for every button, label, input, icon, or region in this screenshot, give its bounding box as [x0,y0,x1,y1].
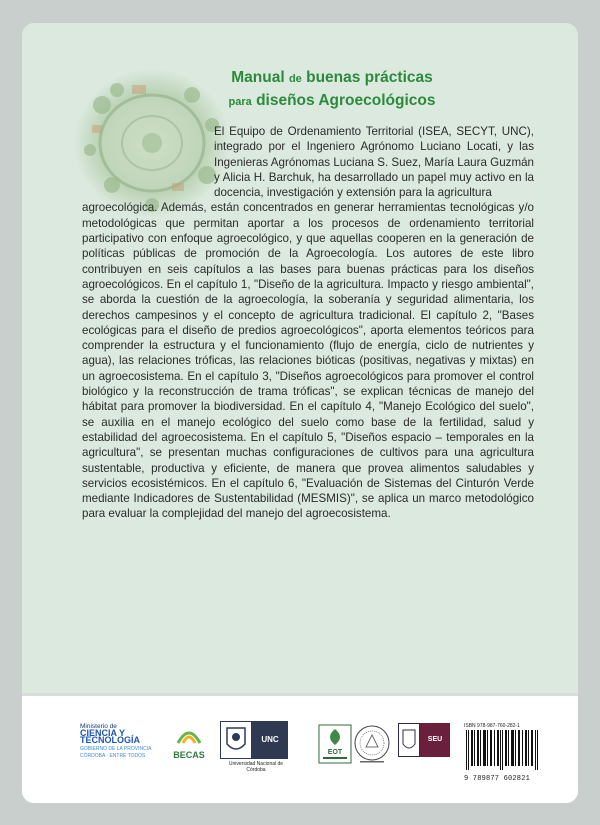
unc-label: UNC [252,721,288,759]
becas-icon [174,723,204,745]
becas-label: BECAS [173,750,205,760]
book-title [212,67,452,113]
unc-crest-icon [220,721,252,759]
back-cover [22,23,578,803]
university-seal-icon [352,723,392,765]
title-word-manual: Manual [231,69,285,86]
ean-number: 9 789877 602821 [464,775,531,783]
isbn-barcode [464,723,542,783]
ministerio-name: CIENCIA Y TECNOLOGÍA [80,728,140,745]
seu-label: SEU [420,723,450,757]
ministerio-top: Ministerio de [80,723,117,730]
seu-crest-icon [398,723,420,757]
becas-logo [168,723,210,760]
eot-label: EOT [327,749,343,756]
eot-logo [317,723,353,765]
summary-body: agroecológica. Además, están concentrados en generar herramientas tecnológicas y/o metodológicas que permitan aportar a los procesos de ordenamiento territorial participativo con enfoque agroecológico, y que aquellas cooperen en la generación de políticas públicas de promoción de la Agroecología. Los autores de este libro contribuyen en seis capítulos a las bases para buenas prácticas para los diseños agroecológicos. En el capítulo 1, "Diseño de la agricultura. Impacto y riesgo ambiental", se aborda la cuestión de la agroecología, la soberanía y seguridad alimentaria, los derechos campesinos y el concepto de agricultura tradicional. El capítulo 2, "Bases ecológicas para el diseño de predios agroecológicos", aporta elementos teóricos para comprender la estructura y el funcionamiento (flujo de energía, ciclo de nutrientes y agua), las relaciones tróficas, las relaciones bióticas (positivas, negativas y mixtas) en un agroecosistema. En el capítulo 3, "Diseños agroecológicos para promover el control biológico y la reconstrucción de trama tróficas", se explican técnicas de manejo del hábitat para promover la biodiversidad. En el capítulo 4, "Manejo Ecológico del suelo", se auxilia en el manejo ecológico del suelo como base de la fertilidad, salud y estabilidad del agroecosistema. En el capítulo 5, "Diseños espacio – temporales en la agricultura", se presentan muchas configuraciones de cultivos para una agricultura sustentable, productiva y eficiente, de manera que provea alimentos saludables y servicios ecosistémicos. En el capítulo 6, "Evaluación de Sistemas del Cinturón Verde mediante Indicadores de Sustentabilidad (MESMIS)", se aplica un marco metodológico para evaluar la complejidad del manejo del agroecosistema. [82,201,534,521]
seu-logo [398,723,454,757]
barcode-icon [464,730,540,770]
ministerio-logo [80,723,152,760]
title-word-de: de [288,73,302,85]
ministerio-gov: GOBIERNO DE LA PROVINCIA CÓRDOBA · ENTRE TODOS [80,746,152,759]
title-word-disenos: diseños Agroecológicos [256,92,436,109]
sponsor-footer [22,693,578,803]
title-word-para: para [228,96,252,108]
unc-logo [220,721,292,773]
unc-caption: Universidad Nacional de Córdoba [228,761,284,773]
isbn-text: ISBN 978-987-760-282-1 [464,723,520,729]
summary-text [82,124,534,522]
title-word-buenas: buenas prácticas [306,69,433,86]
summary-intro: El Equipo de Ordenamiento Territorial (ISEA, SECYT, UNC), integrado por el Ingeniero Agrónomo Luciano Locati, y las Ingenieras Agrónomas Luciana S. Suez, María Laura Guzmán y Alicia H. Barchuk, ha desarrollado un papel muy activo en la docencia, investigación y extensión para la agricultura [214,125,534,200]
